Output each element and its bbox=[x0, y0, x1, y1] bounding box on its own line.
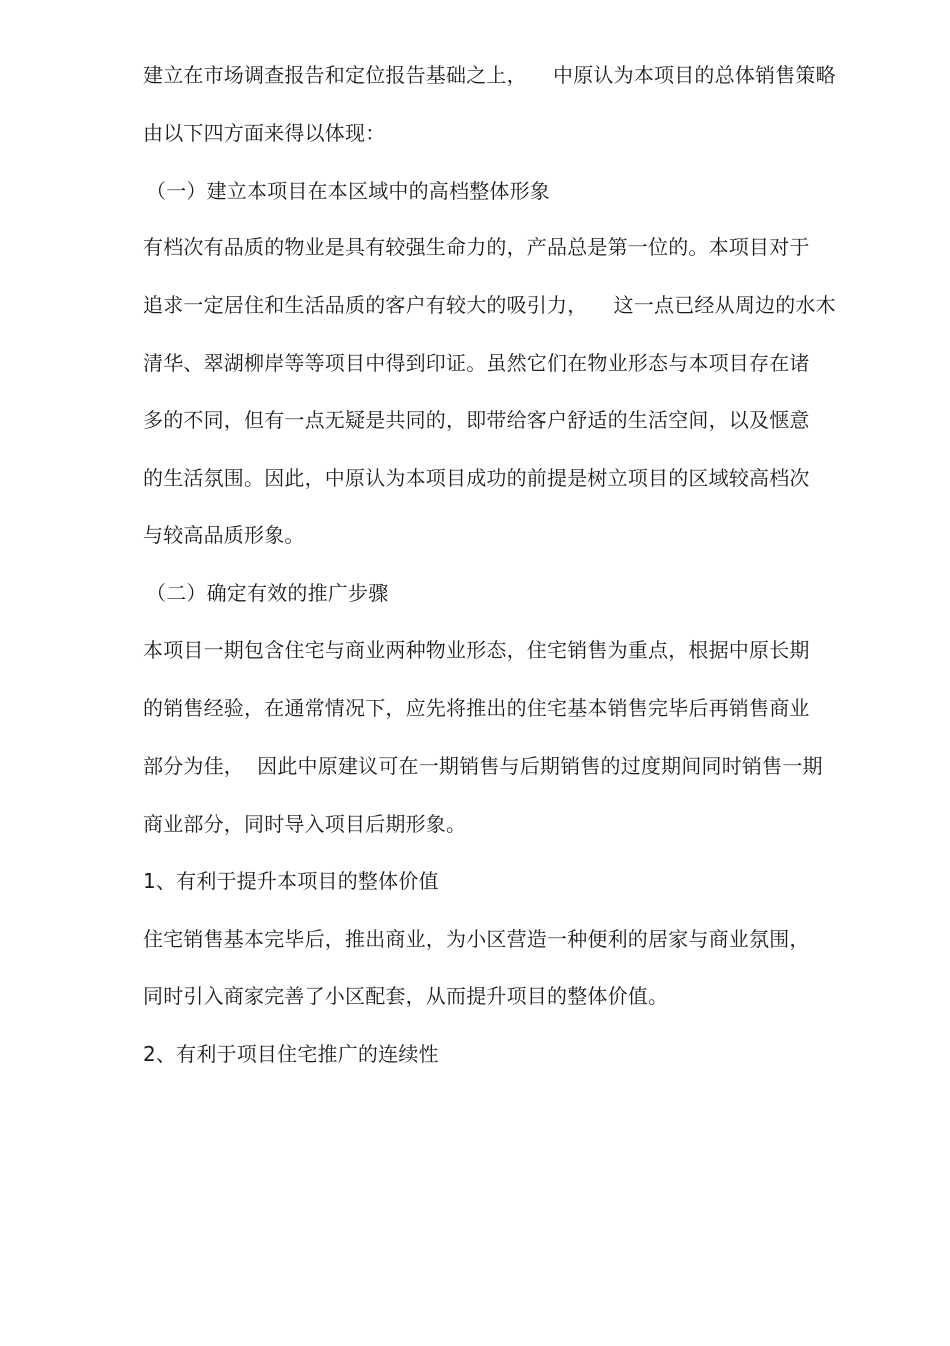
list-item-1-text-line-1: 住宅销售基本完毕后，推出商业，为小区营造一种便利的居家与商业氛围， bbox=[143, 927, 810, 951]
section-heading-1: （一）建立本项目在本区域中的高档整体形象 bbox=[146, 179, 550, 203]
paragraph-1-line-6: 与较高品质形象。 bbox=[143, 523, 305, 547]
paragraph-2-line-4: 商业部分，同时导入项目后期形象。 bbox=[143, 812, 467, 836]
paragraph-intro-line-2: 由以下四方面来得以体现： bbox=[143, 121, 386, 145]
paragraph-2-line-1: 本项目一期包含住宅与商业两种物业形态，住宅销售为重点，根据中原长期 bbox=[143, 638, 810, 662]
paragraph-2-line-3: 部分为佳， 因此中原建议可在一期销售与后期销售的过度期间同时销售一期 bbox=[143, 754, 823, 778]
section-heading-2: （二）确定有效的推广步骤 bbox=[146, 581, 389, 605]
list-item-1-text-line-2: 同时引入商家完善了小区配套，从而提升项目的整体价值。 bbox=[143, 984, 669, 1008]
paragraph-1-line-1: 有档次有品质的物业是具有较强生命力的，产品总是第一位的。本项目对于 bbox=[143, 235, 810, 259]
paragraph-2-line-2: 的销售经验，在通常情况下，应先将推出的住宅基本销售完毕后再销售商业 bbox=[143, 696, 810, 720]
paragraph-1-line-4: 多的不同，但有一点无疑是共同的，即带给客户舒适的生活空间，以及惬意 bbox=[143, 408, 810, 432]
paragraph-intro-line-1: 建立在市场调查报告和定位报告基础之上， 中原认为本项目的总体销售策略 bbox=[143, 63, 836, 87]
list-item-2-heading: 2、有利于项目住宅推广的连续性 bbox=[143, 1042, 439, 1066]
paragraph-1-line-2: 追求一定居住和生活品质的客户有较大的吸引力， 这一点已经从周边的水木 bbox=[143, 293, 836, 317]
list-item-1-heading: 1、有利于提升本项目的整体价值 bbox=[143, 869, 439, 893]
paragraph-1-line-3: 清华、翠湖柳岸等等项目中得到印证。虽然它们在物业形态与本项目存在诸 bbox=[143, 351, 810, 375]
paragraph-1-line-5: 的生活氛围。因此，中原认为本项目成功的前提是树立项目的区域较高档次 bbox=[143, 466, 810, 490]
